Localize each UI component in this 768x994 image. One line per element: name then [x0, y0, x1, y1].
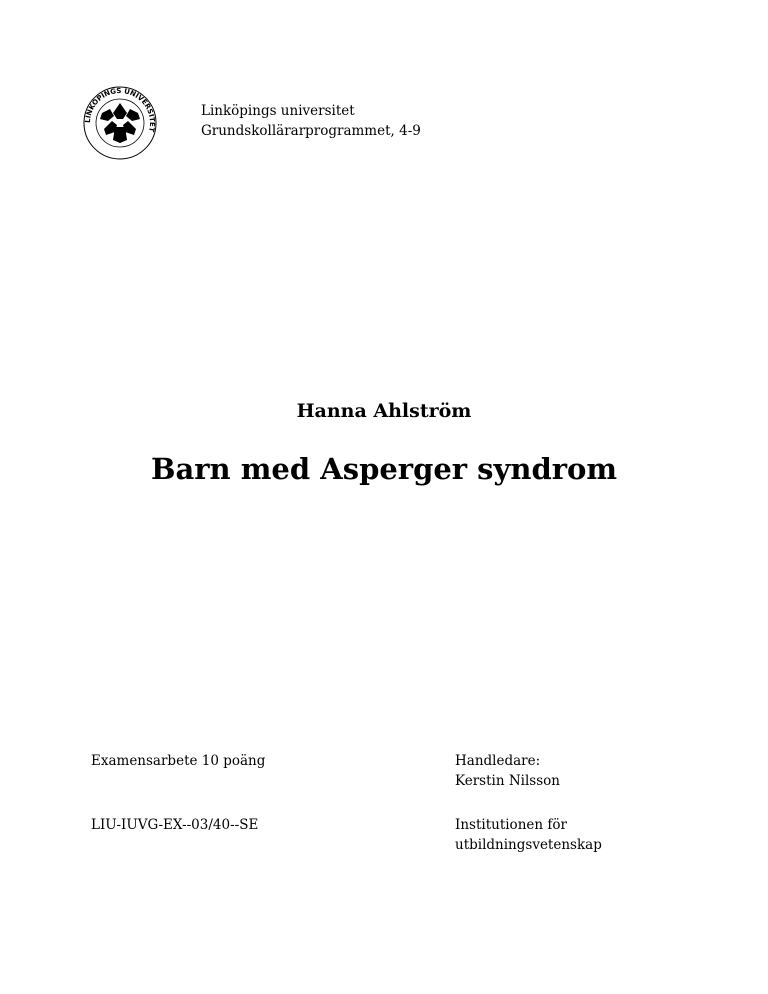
department-line-2: utbildningsvetenskap [455, 837, 602, 853]
department-block [455, 815, 602, 855]
institution-header [201, 101, 421, 141]
thesis-title: Barn med Asperger syndrom [150, 452, 618, 486]
svg-text:LINKÖPINGS UNIVERSITET: LINKÖPINGS UNIVERSITET [83, 86, 157, 133]
university-seal-icon [82, 85, 158, 161]
department-line-1: Institutionen för [455, 817, 567, 833]
author-name: Hanna Ahlström [296, 400, 472, 422]
supervisor-name: Kerstin Nilsson [455, 773, 560, 789]
report-number: LIU-IUVG-EX--03/40--SE [91, 817, 259, 833]
program-name: Grundskollärarprogrammet, 4-9 [201, 123, 421, 139]
supervisor-label: Handledare: [455, 753, 541, 769]
university-name: Linköpings universitet [201, 103, 355, 119]
supervisor-block [455, 751, 560, 791]
thesis-type: Examensarbete 10 poäng [91, 753, 266, 769]
